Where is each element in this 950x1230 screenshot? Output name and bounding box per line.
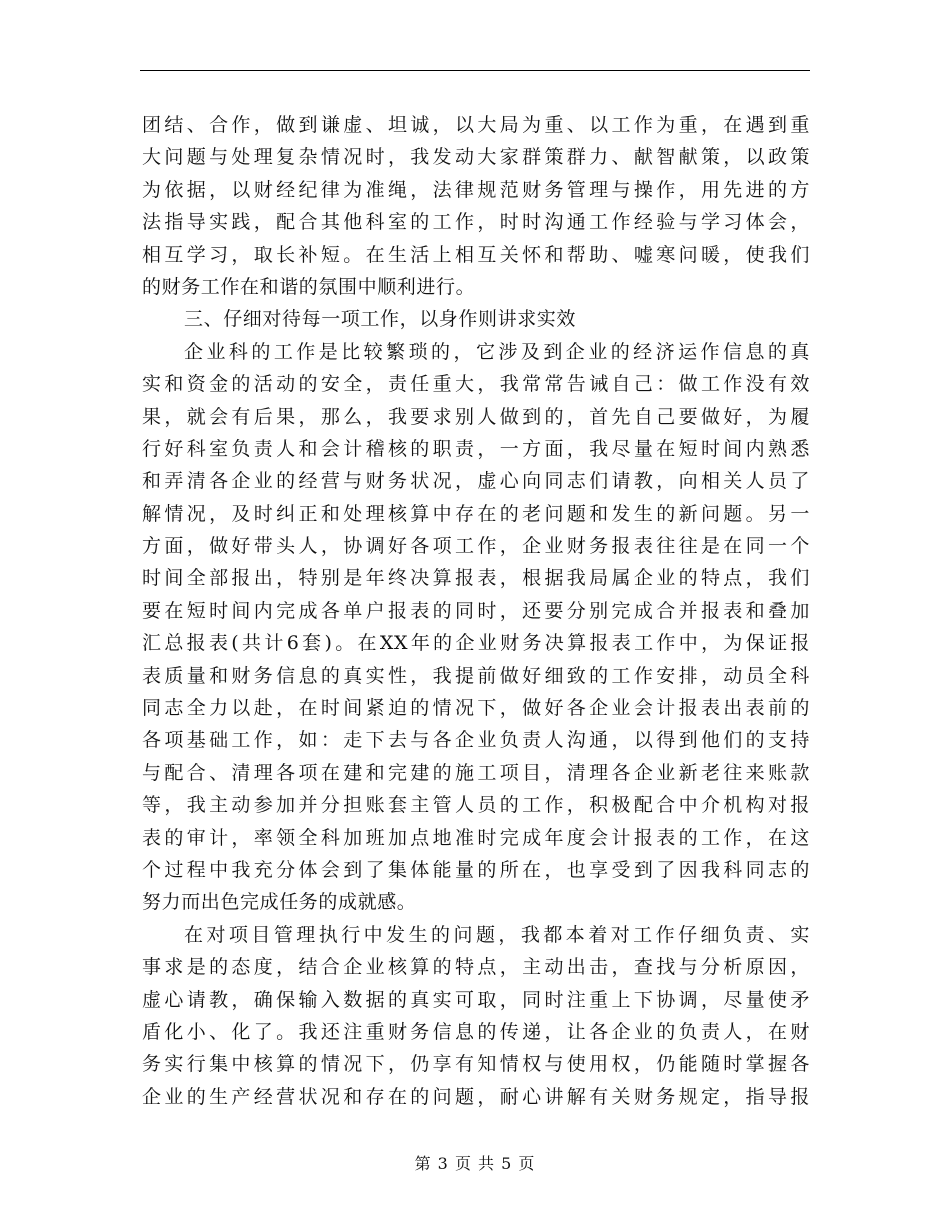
text-line: 个过程中我充分体会到了集体能量的所在，也享受到了因我科同志的 xyxy=(142,858,810,881)
text-line: 为依据，以财经纪律为准绳，法律规范财务管理与操作，用先进的方 xyxy=(142,178,810,201)
text-line: 果，就会有后果，那么，我要求别人做到的，首先自己要做好，为履 xyxy=(142,405,810,428)
text-line: 表的审计，率领全科加班加点地准时完成年度会计报表的工作，在这 xyxy=(142,826,810,849)
text-line: 相互学习，取长补短。在生活上相互关怀和帮助、嘘寒问暖，使我们 xyxy=(142,243,810,266)
text-line: 盾化小、化了。我还注重财务信息的传递，让各企业的负责人，在财 xyxy=(142,1020,810,1043)
text-line: 团结、合作，做到谦虚、坦诚，以大局为重、以工作为重，在遇到重 xyxy=(142,114,810,136)
text-line: 汇总报表(共计6套)。在XX年的企业财务决算报表工作中，为保证报 xyxy=(142,632,810,655)
text-line: 大问题与处理复杂情况时，我发动大家群策群力、献智献策，以政策 xyxy=(142,146,810,169)
header-rule xyxy=(140,70,810,71)
text-line: 企业的生产经营状况和存在的问题，耐心讲解有关财务规定，指导报 xyxy=(142,1085,810,1108)
text-line: 的财务工作在和谐的氛围中顺利进行。 xyxy=(142,275,476,298)
document-body xyxy=(142,109,810,1113)
text-line: 虚心请教，确保输入数据的真实可取，同时注重上下协调，尽量使矛 xyxy=(142,988,810,1011)
text-line: 务实行集中核算的情况下，仍享有知情权与使用权，仍能随时掌握各 xyxy=(142,1053,810,1076)
text-line: 企业科的工作是比较繁琐的，它涉及到企业的经济运作信息的真 xyxy=(184,340,810,363)
text-line: 努力而出色完成任务的成就感。 xyxy=(142,891,417,914)
text-line: 事求是的态度，结合企业核算的特点，主动出击，查找与分析原因， xyxy=(142,956,810,979)
text-line: 在对项目管理执行中发生的问题，我都本着对工作仔细负责、实 xyxy=(184,923,810,946)
text-line: 法指导实践，配合其他科室的工作，时时沟通工作经验与学习体会， xyxy=(142,211,810,234)
text-line: 实和资金的活动的安全，责任重大，我常常告诫自己：做工作没有效 xyxy=(142,373,810,396)
text-line: 等，我主动参加并分担账套主管人员的工作，积极配合中介机构对报 xyxy=(142,794,810,817)
page-number-label: 第 3 页 共 5 页 xyxy=(414,1154,536,1173)
text-line: 与配合、清理各项在建和完建的施工项目，清理各企业新老往来账款 xyxy=(142,761,810,784)
text-line: 要在短时间内完成各单户报表的同时，还要分别完成合并报表和叠加 xyxy=(142,599,810,622)
text-line: 方面，做好带头人，协调好各项工作，企业财务报表往往是在同一个 xyxy=(142,535,810,558)
text-line: 表质量和财务信息的真实性，我提前做好细致的工作安排，动员全科 xyxy=(142,664,810,687)
text-line: 各项基础工作，如：走下去与各企业负责人沟通，以得到他们的支持 xyxy=(142,729,810,752)
text-line: 行好科室负责人和会计稽核的职责，一方面，我尽量在短时间内熟悉 xyxy=(142,437,810,460)
text-line: 和弄清各企业的经营与财务状况，虚心向同志们请教，向相关人员了 xyxy=(142,470,810,493)
page-footer xyxy=(0,1153,950,1175)
text-line: 时间全部报出，特别是年终决算报表，根据我局属企业的特点，我们 xyxy=(142,567,810,590)
text-line: 同志全力以赴，在时间紧迫的情况下，做好各企业会计报表出表前的 xyxy=(142,697,810,720)
text-line: 三、仔细对待每一项工作，以身作则讲求实效 xyxy=(184,308,577,331)
text-line: 解情况，及时纠正和处理核算中存在的老问题和发生的新问题。另一 xyxy=(142,502,810,525)
